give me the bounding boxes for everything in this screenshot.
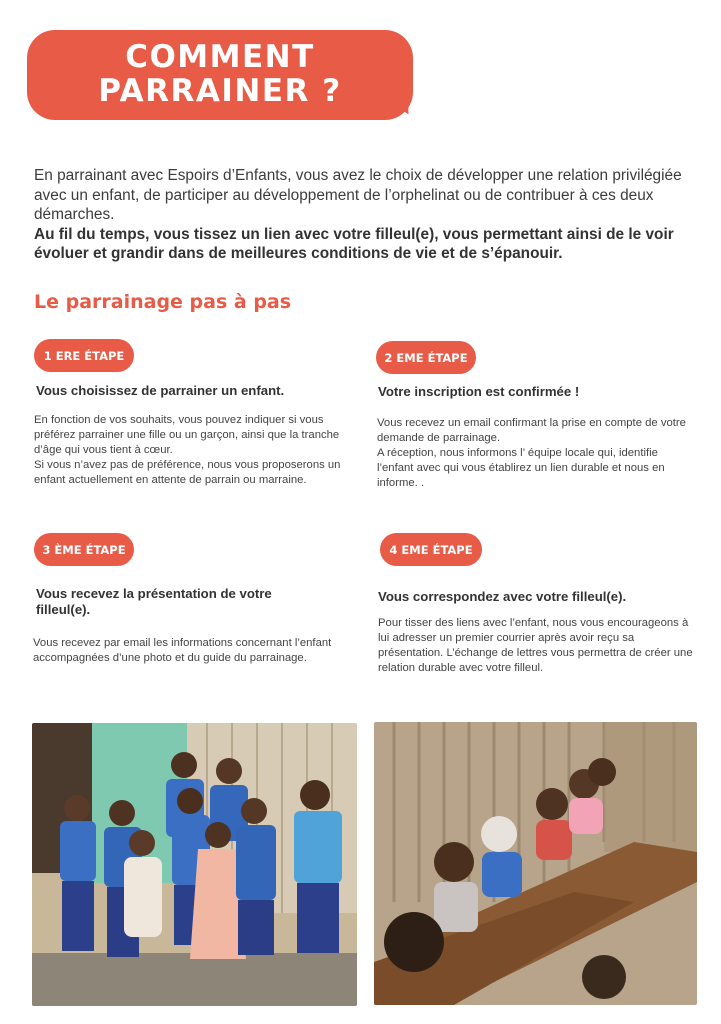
photo-children-group [32,723,357,1006]
step-3-heading: Vous recevez la présentation de votre filleul(e). [36,586,272,617]
step-1-text: En fonction de vos souhaits, vous pouvez indiquer si vous préférez parrainer une fille ou un garçon, ainsi que la tranche d’âge qui vous tient à cœur. Si vous n’avez pas de préférence, nous vous proposerons un enfant actuellement en attente de parrain ou marraine. [34,414,341,486]
step-4-badge: 4 EME ÉTAPE [380,533,482,566]
page-title-line1: COMMENT [125,39,315,75]
step-2-badge: 2 EME ÉTAPE [376,341,476,374]
page-title [27,40,413,108]
step-3-text: Vous recevez par email les informations concernant l’enfant accompagnées d’une photo et du guide du parrainage. [33,637,332,664]
step-1-heading: Vous choisissez de parrainer un enfant. [36,383,285,398]
step-2-text: Vous recevez un email confirmant la prise en compte de votre demande de parrainage. A réception, nous informons l’ équipe locale qui, identifie l’enfant avec qui vous établirez un lien durable et nous en informe. . [377,417,686,489]
step-4-text: Pour tisser des liens avec l’enfant, nous vous encourageons à lui adresser un premier courrier après avoir reçu sa présentation. L’échange de lettres vous permettra de créer une relation durable avec votre filleul. [378,617,693,674]
section-title: Le parrainage pas à pas [34,291,292,313]
step-1-badge: 1 ERE ÉTAPE [34,339,134,372]
step-4-heading: Vous correspondez avec votre filleul(e). [378,589,627,604]
step-3-badge: 3 ÈME ÉTAPE [34,533,134,566]
photo-classroom [374,722,697,1005]
intro-bold-paragraph: Au fil du temps, vous tissez un lien avec votre filleul(e), vous permettant ainsi de le voir évoluer et grandir dans de meilleures conditions de vie et de s’épanouir. [34,225,674,262]
step-2-heading: Votre inscription est confirmée ! [378,384,580,399]
intro-paragraph: En parrainant avec Espoirs d’Enfants, vous avez le choix de développer une relation privilégiée avec un enfant, de participer au développement de l’orphelinat ou de contribuer à ces deux démarches. [34,167,682,223]
intro-text [34,166,694,264]
page-title-line2: PARRAINER ? [98,73,342,109]
